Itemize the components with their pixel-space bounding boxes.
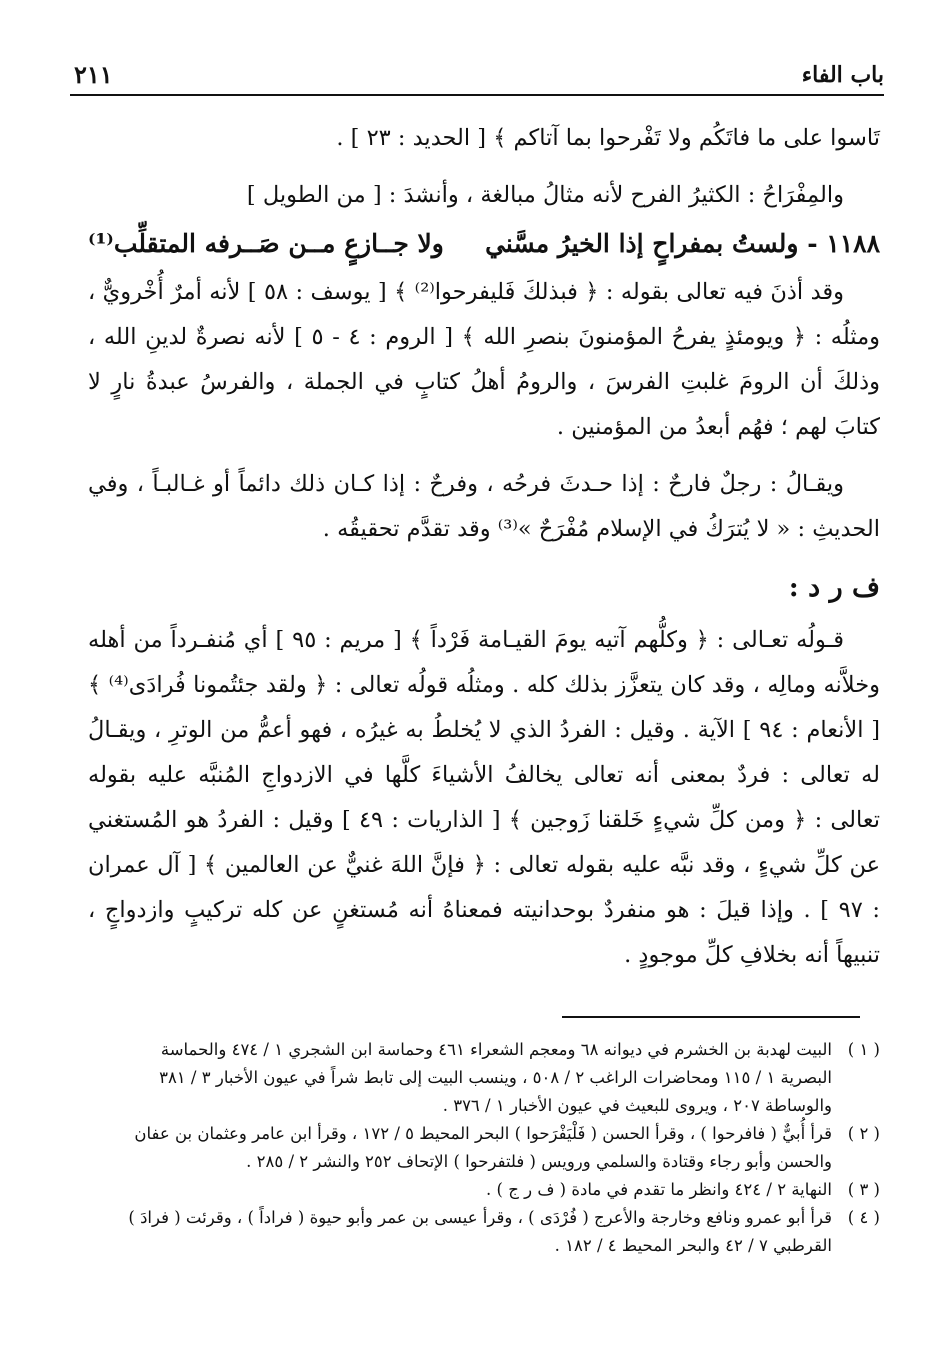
footnote-line: قرأ أبو عمرو ونافع وخارجة والأعرج ( فُرْدَى ) ، وقرأ عيسى بن عمر وأبو حيوة ( فراداً ) ، وقرئت ( فرادَ ) (128, 1208, 832, 1227)
paragraph-2: ويقـالُ : رجلٌ فارحٌ : إذا حـدثَ فرحُه ، وفرحٌ : إذا كـان ذلك دائماً أو غـالبـاً ، وفي الحديثِ : « لا يُترَكُ في الإسلام مُفْرَحٌ »⁽³⁾ وقد تقدَّم تحقيقُه . (88, 471, 880, 542)
body-line-1: تَاسوا على ما فاتَكُم ولا تَفْرحوا بما آتاكم ﴾ [ الحديد : ٢٣ ] . (336, 125, 880, 151)
footnote-text (88, 1176, 832, 1204)
footnote-divider (562, 1016, 860, 1018)
footnote-line: والوساطة ٢٠٧ ، ويروى للبعيث في عيون الأخبار ١ / ٣٧٦ . (442, 1096, 832, 1115)
footnotes (88, 1036, 880, 1260)
footnote-line: قرأ أُبيٌّ ( فافرحوا ) ، وقرأ الحسن ( فَلْيَفْرَحوا ) البحر المحيط ٥ / ١٧٢ ، وقرأ ابن عامر وعثمان بن عفان (134, 1124, 832, 1143)
footnote-number: ( ١ ) (847, 1040, 880, 1059)
footnote-text (88, 1204, 832, 1260)
footnote-3 (88, 1176, 880, 1204)
footnote-number: ( ٣ ) (847, 1180, 880, 1199)
verse-second-hemistich: ولا جــازعٍ مــن صَــرفه المتقلِّب⁽¹⁾ (88, 229, 444, 258)
section-heading: ف ر د : (788, 572, 880, 603)
verse-first-hemistich: ١١٨٨ - ولستُ بمفراحٍ إذا الخيرُ مسَّني (485, 229, 880, 258)
footnote-text (88, 1036, 832, 1120)
footnote-line: النهاية ٢ / ٤٢٤ وانظر ما تقدم في مادة ( ف ر ج ) . (486, 1180, 832, 1199)
poetry-verse (88, 218, 880, 270)
footnote-2 (88, 1120, 880, 1176)
footnote-line: القرطبي ٧ / ٤٢ والبحر المحيط ٤ / ١٨٢ . (554, 1236, 832, 1255)
chapter-title: باب الفاء (801, 62, 884, 88)
running-header (70, 58, 884, 96)
footnote-number: ( ٤ ) (847, 1208, 880, 1227)
footnote-text (88, 1120, 832, 1176)
page-number: ٢١١ (74, 60, 113, 89)
body-line-2: والمِفْرَاحُ : الكثيرُ الفرح لأنه مثالُ مبالغة ، وأنشدَ : [ من الطويل ] (246, 182, 844, 208)
paragraph-3: قـولُه تعـالى : ﴿ وكلُّهم آتيه يومَ القيـامة فَرْداً ﴾ [ مريم : ٩٥ ] أي مُنفـرداً من أهله وخلاَّنه ومالِه ، وقد كان يتعزَّز بذلك كله . ومثلُه قولُه تعالى : ﴿ ولقد جئتُمونا فُرادَى⁽⁴⁾ ﴾ [ الأنعام : ٩٤ ] الآية . وقيل : الفردُ الذي لا يُخلطُ به غيرُه ، فهو أعمُّ من الوترِ ، ويقـالُ له تعالى : فردٌ بمعنى أنه تعالى يخالفُ الأشياءَ كلَّها في الازدواجِ المُنبَّه عليه بقوله تعالى : ﴿ ومن كلِّ شيءٍ خَلقنا زَوجين ﴾ [ الذاريات : ٤٩ ] وقيل : الفردُ هو المُستغني عن كلِّ شيءٍ ، وقد نبَّه عليه بقوله تعالى : ﴿ فإنَّ اللهَ غنيٌّ عن العالمين ﴾ [ آل عمران : ٩٧ ] . وإذا قيلَ : هو منفردٌ بوحدانيته فمعناهُ أنه مُستغنٍ عن كله تركيبٍ وازدواجٍ ، تنبيهاً أنه بخلافِ كلِّ موجودٍ . (88, 627, 880, 968)
footnote-1 (88, 1036, 880, 1120)
footnote-4 (88, 1204, 880, 1260)
footnote-line: البيت لهدبة بن الخشرم في ديوانه ٦٨ ومعجم الشعراء ٤٦١ وحماسة ابن الشجري ١ / ٤٧٤ والحماسة (160, 1040, 832, 1059)
paragraph-1: وقد أذنَ فيه تعالى بقوله : ﴿ فبذلكَ فَليفرحوا⁽²⁾ ﴾ [ يوسف : ٥٨ ] لأنه أمرٌ أُخْرويٌّ ، ومثلُه : ﴿ ويومئذٍ يفرحُ المؤمنونَ بنصرِ الله ﴾ [ الروم : ٤ - ٥ ] لأنه نصرةٌ لدينِ الله ، وذلكَ أن الرومَ غلبتِ الفرسَ ، والرومُ أهلُ كتابٍ في الجملة ، والفرسُ عبدةُ نارٍ لا كتابَ لهم ؛ فهُم أبعدُ من المؤمنين . (88, 279, 880, 440)
footnote-number: ( ٢ ) (847, 1124, 880, 1143)
main-text (88, 116, 880, 978)
footnote-line: البصرية ١ / ١١٥ ومحاضرات الراغب ٢ / ٥٠٨ ، وينسب البيت إلى تابط شراً في عيون الأخبار ٣ / ٣٨١ (159, 1068, 832, 1087)
footnote-line: والحسن وأبو رجاء وقتادة والسلمي ورويس ( فلتفرحوا ) الإتحاف ٢٥٢ والنشر ٢ / ٢٨٥ . (246, 1152, 832, 1171)
